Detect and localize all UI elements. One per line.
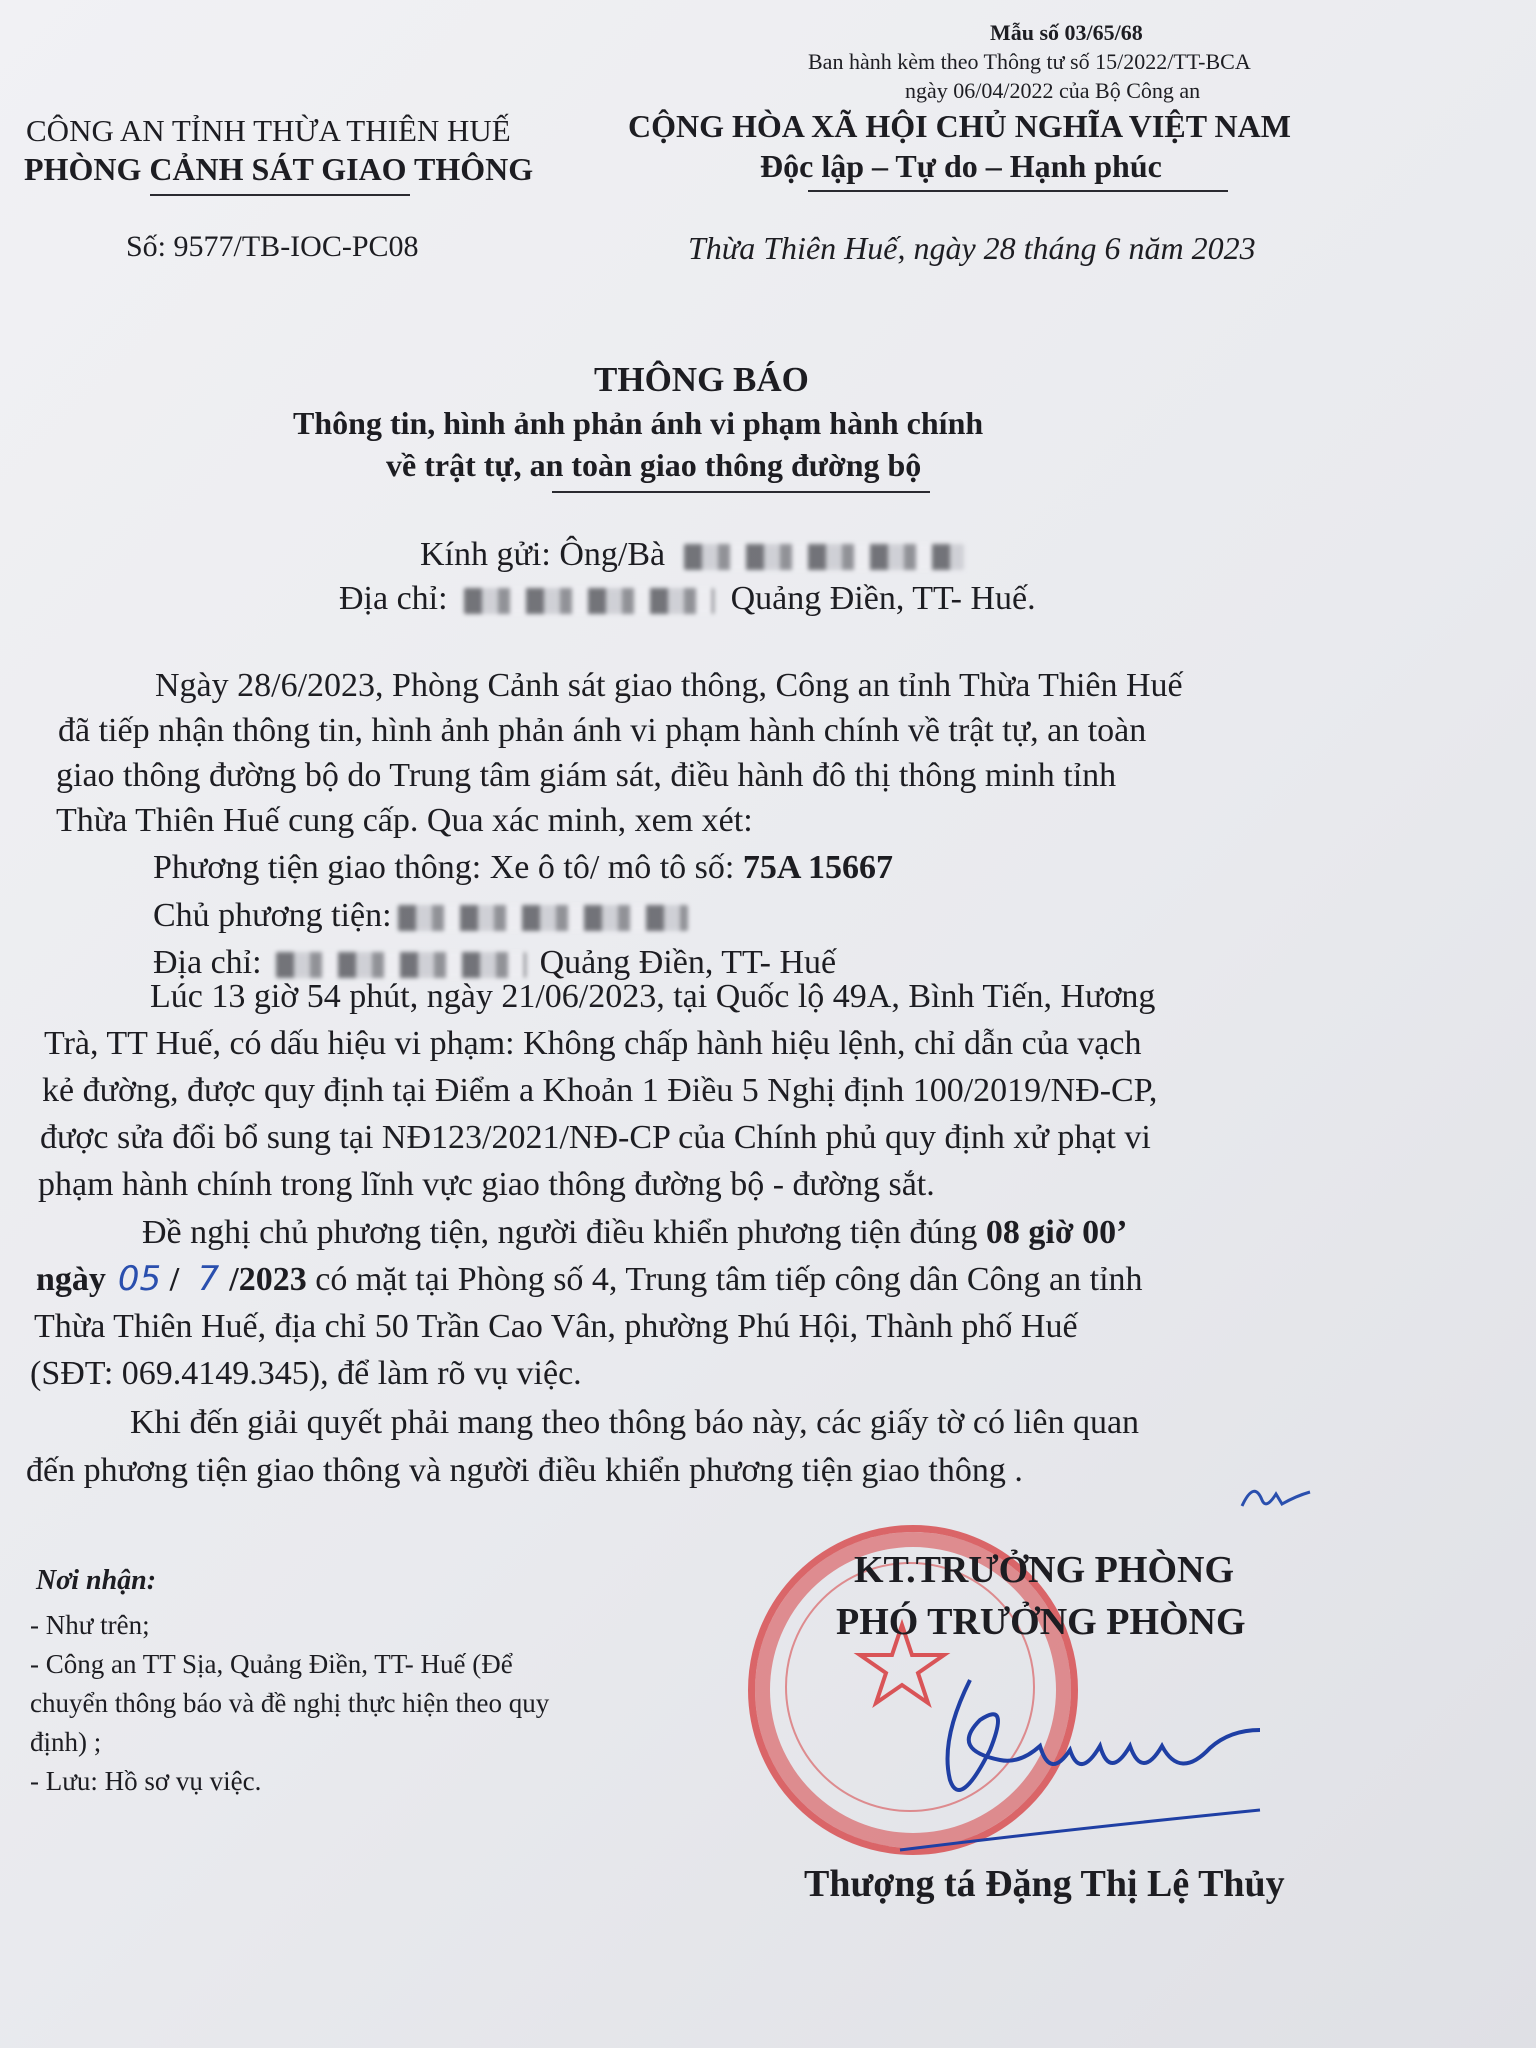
handwritten-signature: [880, 1660, 1300, 1860]
agency-department: PHÒNG CẢNH SÁT GIAO THÔNG: [24, 151, 534, 187]
recipient-address-line: [339, 580, 1036, 618]
document-subtitle-line1: Thông tin, hình ảnh phản ánh vi phạm hành chính: [293, 405, 984, 441]
document-title: THÔNG BÁO: [594, 360, 809, 399]
redacted-recipient-address: [464, 588, 714, 614]
recipients-item2-line3: định) ;: [30, 1727, 102, 1757]
signer-name: Thượng tá Đặng Thị Lệ Thủy: [804, 1863, 1285, 1905]
nation-name: CỘNG HÒA XÃ HỘI CHỦ NGHĨA VIỆT NAM: [628, 108, 1291, 144]
body-p1-line1: Ngày 28/6/2023, Phòng Cảnh sát giao thông, Công an tỉnh Thừa Thiên Huế: [155, 667, 1183, 704]
owner-address-tail: Quảng Điền, TT- Huế: [539, 944, 837, 981]
body-p1-line4: Thừa Thiên Huế cung cấp. Qua xác minh, xem xét:: [56, 802, 753, 839]
redacted-owner-name: [398, 905, 688, 931]
document-number: Số: 9577/TB-IOC-PC08: [126, 230, 419, 263]
body-p1-line3: giao thông đường bộ do Trung tâm giám sát, điều hành đô thị thông minh tỉnh: [56, 757, 1117, 794]
place-date: Thừa Thiên Huế, ngày 28 tháng 6 năm 2023: [688, 230, 1256, 266]
body-p1-line2: đã tiếp nhận thông tin, hình ảnh phản ánh vi phạm hành chính về trật tự, an toàn: [58, 712, 1147, 749]
owner-address-label: Địa chỉ:: [153, 944, 262, 981]
body-p3-line1-text: Đề nghị chủ phương tiện, người điều khiển phương tiện đúng: [142, 1214, 986, 1251]
recipient-line: [420, 536, 964, 574]
recipient-label: Kính gửi: Ông/Bà: [420, 536, 666, 573]
agency-name: CÔNG AN TỈNH THỪA THIÊN HUẾ: [26, 113, 511, 148]
body-p2-line1: Lúc 13 giờ 54 phút, ngày 21/06/2023, tại Quốc lộ 49A, Bình Tiến, Hương: [150, 978, 1156, 1015]
signature-title-line2: PHÓ TRƯỞNG PHÒNG: [836, 1601, 1246, 1643]
body-p4-line1: Khi đến giải quyết phải mang theo thông báo này, các giấy tờ có liên quan: [130, 1404, 1140, 1441]
handwritten-day: 05: [117, 1259, 162, 1299]
vehicle-line: [153, 845, 893, 890]
recipients-item3: - Lưu: Hồ sơ vụ việc.: [30, 1766, 262, 1796]
body-p4-line2: đến phương tiện giao thông và người điều khiển phương tiện giao thông .: [26, 1452, 1023, 1489]
body-p2-line2: Trà, TT Huế, có dấu hiệu vi phạm: Không chấp hành hiệu lệnh, chỉ dẫn của vạch: [44, 1025, 1142, 1062]
initial-mark: [1236, 1470, 1316, 1520]
appointment-time: 08 giờ 00’: [985, 1214, 1128, 1251]
body-p2-line4: được sửa đổi bổ sung tại NĐ123/2021/NĐ-CP của Chính phủ quy định xử phạt vi: [40, 1119, 1151, 1156]
recipients-item1: - Như trên;: [30, 1610, 150, 1640]
redacted-recipient-name: [684, 544, 964, 570]
recipient-address-label: Địa chỉ:: [339, 580, 448, 617]
body-p3-line4: (SĐT: 069.4149.345), để làm rõ vụ việc.: [30, 1355, 582, 1392]
appointment-day-label: ngày: [36, 1261, 106, 1298]
body-p3-line2-text: có mặt tại Phòng số 4, Trung tâm tiếp công dân Công an tỉnh: [306, 1261, 1143, 1298]
recipient-address-tail: Quảng Điền, TT- Huế.: [730, 580, 1036, 617]
handwritten-month: 7: [197, 1259, 220, 1299]
form-issued-line2: ngày 06/04/2022 của Bộ Công an: [905, 78, 1201, 103]
body-p2-line3: kẻ đường, được quy định tại Điểm a Khoản 1 Điều 5 Nghị định 100/2019/NĐ-CP,: [42, 1072, 1158, 1109]
motto-underline: [808, 190, 1228, 192]
appointment-year: /2023: [229, 1261, 307, 1298]
form-issued-line1: Ban hành kèm theo Thông tư số 15/2022/TT-BCA: [808, 49, 1251, 74]
document-subtitle-line2: về trật tự, an toàn giao thông đường bộ: [386, 447, 922, 483]
vehicle-label: Phương tiện giao thông: Xe ô tô/ mô tô số:: [153, 849, 743, 886]
owner-line: [153, 893, 688, 938]
recipients-item2-line2: chuyển thông báo và đề nghị thực hiện theo quy: [30, 1688, 550, 1718]
body-p3-line1: [142, 1210, 1128, 1255]
owner-label: Chủ phương tiện:: [153, 897, 392, 934]
title-underline: [552, 491, 930, 493]
nation-motto: Độc lập – Tự do – Hạnh phúc: [760, 148, 1162, 184]
body-p2-line5: phạm hành chính trong lĩnh vực giao thông đường bộ - đường sắt.: [38, 1166, 935, 1203]
body-p3-line3: Thừa Thiên Huế, địa chỉ 50 Trần Cao Vân, phường Phú Hội, Thành phố Huế: [34, 1308, 1078, 1345]
signature-title-line1: KT.TRƯỞNG PHÒNG: [854, 1549, 1234, 1591]
recipients-item2-line1: - Công an TT Sịa, Quảng Điền, TT- Huế (Để: [30, 1649, 513, 1679]
agency-underline: [150, 194, 410, 196]
vehicle-plate: 75A 15667: [742, 849, 894, 886]
body-p3-line2: ngày 05 / 7 /2023 có mặt tại Phòng số 4, Trung tâm tiếp công dân Công an tỉnh: [36, 1259, 1143, 1299]
recipients-title: Nơi nhận:: [36, 1565, 157, 1596]
form-number: Mẫu số 03/65/68: [990, 20, 1143, 45]
